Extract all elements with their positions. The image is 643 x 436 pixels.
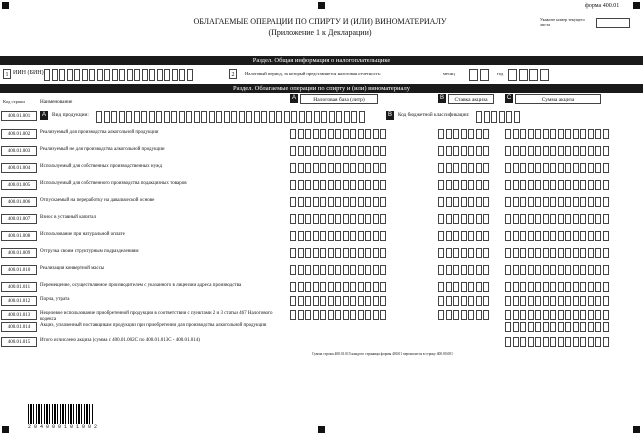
product-letter: A <box>41 112 46 118</box>
row-name-005: Используемый для собственного производства подакцизных товаров <box>40 181 187 186</box>
row-name-009: Отгрузка своим структурным подразделениям <box>40 249 139 254</box>
budget-cells[interactable] <box>476 111 520 123</box>
col-a-header: Налоговая база (литр) <box>300 94 378 104</box>
rate-cells[interactable] <box>438 231 489 241</box>
row-code-010: 400.01.010 <box>1 265 37 275</box>
row-name-006: Отпускаемый на переработку на давальческой основе <box>40 198 155 203</box>
rate-cells[interactable] <box>438 163 489 173</box>
form-title-line1: ОБЛАГАЕМЫЕ ОПЕРАЦИИ ПО СПИРТУ И (ИЛИ) ВИНОМАТЕРИАЛУ <box>193 17 447 26</box>
product-cells[interactable] <box>96 111 365 123</box>
tax-base-cells[interactable] <box>290 282 386 292</box>
section-general-info: Раздел. Общая информация о налогоплательщике <box>0 56 643 65</box>
budget-letter: B <box>387 112 392 118</box>
tax-base-cells[interactable] <box>290 146 386 156</box>
tax-base-cells[interactable] <box>290 180 386 190</box>
rate-cells[interactable] <box>438 180 489 190</box>
form-title <box>150 16 490 38</box>
row-name-003: Реализуемый не для производства алкогольной продукции <box>40 147 165 152</box>
row-name-012: Порча, утрата <box>40 297 70 302</box>
row-code-003: 400.01.003 <box>1 146 37 156</box>
tax-base-cells[interactable] <box>290 129 386 139</box>
row-code-005: 400.01.005 <box>1 180 37 190</box>
tax-base-cells[interactable] <box>290 310 386 320</box>
rate-cells[interactable] <box>438 282 489 292</box>
excise-amount-cells[interactable] <box>505 214 609 224</box>
col-a-letter: A <box>291 95 296 101</box>
col-b-letter: B <box>439 95 444 101</box>
row-code-001: 400.01.001 <box>1 111 37 121</box>
corner-marker-top-right <box>633 2 640 9</box>
row-code-011: 400.01.011 <box>1 282 37 292</box>
tax-base-cells[interactable] <box>290 265 386 275</box>
product-label: Вид продукции: <box>52 112 89 118</box>
excise-amount-cells[interactable] <box>505 322 609 332</box>
field-2-number: 2 <box>229 69 237 79</box>
corner-marker-bottom-center <box>318 426 325 433</box>
tax-base-cells[interactable] <box>290 231 386 241</box>
row-name-007: Взнос в уставный капитал <box>40 215 97 220</box>
excise-amount-cells[interactable] <box>505 310 609 320</box>
corner-marker-bottom-left <box>2 426 9 433</box>
budget-label: Код бюджетной классификации: <box>398 112 470 118</box>
page-number-instruction: Укажите номер текущего листа <box>540 17 585 27</box>
field-1-number: 1 <box>3 69 11 79</box>
row-name-008: Использование при натуральной оплате <box>40 232 125 237</box>
corner-marker-top-center <box>318 2 325 9</box>
col-b-header: Ставка акциза <box>448 94 494 104</box>
tax-base-cells[interactable] <box>290 248 386 258</box>
tax-base-cells[interactable] <box>290 197 386 207</box>
excise-amount-cells[interactable] <box>505 180 609 190</box>
row-code-009: 400.01.009 <box>1 248 37 258</box>
col-c-header: Сумма акциза <box>515 94 601 104</box>
row-name-002: Реализуемый для производства алкогольной продукции <box>40 130 159 135</box>
row-code-012: 400.01.012 <box>1 296 37 306</box>
month-label: месяц <box>443 71 455 76</box>
row-name-010: Реализация конвертной массы <box>40 266 105 271</box>
rate-cells[interactable] <box>438 296 489 306</box>
rate-cells[interactable] <box>438 265 489 275</box>
col-c-letter: C <box>506 95 512 101</box>
row-code-008: 400.01.008 <box>1 231 37 241</box>
tax-base-cells[interactable] <box>290 163 386 173</box>
rate-cells[interactable] <box>438 214 489 224</box>
form-title-line2: (Приложение 1 к Декларации) <box>268 28 372 37</box>
col-code-header: Код строки <box>3 99 25 104</box>
year-label: год <box>497 71 504 76</box>
section-operations: Раздел. Облагаемые операции по спирту и (или) виноматериалу <box>0 84 643 93</box>
corner-marker-top-left <box>2 2 9 9</box>
iin-label: ИИН (БИН) <box>13 70 44 76</box>
excise-amount-cells[interactable] <box>505 248 609 258</box>
iin-cells[interactable] <box>44 69 193 81</box>
col-name-header: Наименование <box>40 99 73 105</box>
footnote: Сумма строки 400.01.015 каждого страницы формы 400.01 переносится в строку 400.00.001 <box>312 352 453 356</box>
excise-amount-cells[interactable] <box>505 146 609 156</box>
row-name-004: Используемый для собственных производственных нужд <box>40 164 163 169</box>
form-code: форма 400.01 <box>585 3 620 9</box>
row-name-014: Акциз, уплаченный поставщикам продукции при приобретении для производства алкогольной продукции <box>40 323 267 328</box>
row-code-006: 400.01.006 <box>1 197 37 207</box>
row-code-004: 400.01.004 <box>1 163 37 173</box>
excise-amount-cells[interactable] <box>505 337 609 347</box>
row-code-015: 400.01.015 <box>1 337 37 347</box>
row-code-013: 400.01.013 <box>1 310 37 320</box>
rate-cells[interactable] <box>438 197 489 207</box>
barcode-image <box>28 404 94 424</box>
year-cells[interactable] <box>508 69 549 81</box>
row-code-007: 400.01.007 <box>1 214 37 224</box>
excise-amount-cells[interactable] <box>505 197 609 207</box>
page-number-field[interactable] <box>596 18 630 28</box>
excise-amount-cells[interactable] <box>505 163 609 173</box>
tax-base-cells[interactable] <box>290 214 386 224</box>
row-name-013: Нецелевое использование приобретенной продукции в соответствии с пунктами 2 и 3 статьи 467 Налогового кодекса <box>40 311 273 322</box>
barcode-text: 2 0 4 0 0 0 1 0 1 0 0 2 <box>28 424 98 430</box>
excise-amount-cells[interactable] <box>505 265 609 275</box>
excise-amount-cells[interactable] <box>505 129 609 139</box>
excise-amount-cells[interactable] <box>505 231 609 241</box>
rate-cells[interactable] <box>438 310 489 320</box>
rate-cells[interactable] <box>438 248 489 258</box>
rate-cells[interactable] <box>438 129 489 139</box>
excise-amount-cells[interactable] <box>505 282 609 292</box>
tax-base-cells[interactable] <box>290 296 386 306</box>
corner-marker-bottom-right <box>633 426 640 433</box>
excise-amount-cells[interactable] <box>505 296 609 306</box>
row-code-014: 400.01.014 <box>1 322 37 332</box>
row-code-002: 400.01.002 <box>1 129 37 139</box>
month-cells[interactable] <box>469 69 489 81</box>
row-name-011: Перемещение, осуществляемое производителем с указанного в лицензии адреса производства <box>40 283 242 288</box>
tax-period-label: Налоговый период, за который представляется налоговая отчетность: <box>245 71 382 76</box>
rate-cells[interactable] <box>438 146 489 156</box>
row-name-015: Итого исчислено акциза (сумма с 400.01.002С по 400.01.013С - 400.01.014) <box>40 338 200 343</box>
